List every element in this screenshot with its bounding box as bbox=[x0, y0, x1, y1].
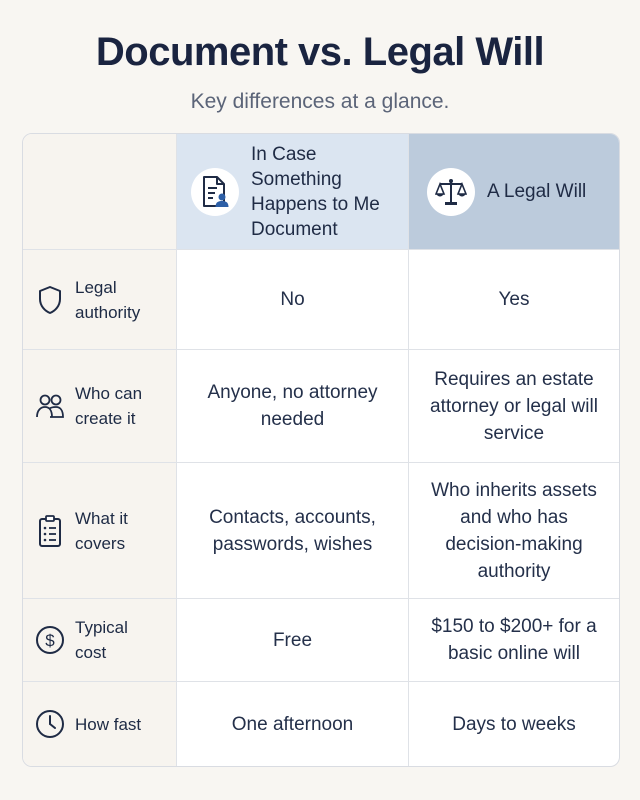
clock-icon bbox=[35, 709, 65, 739]
svg-text:$: $ bbox=[45, 631, 55, 650]
scales-icon bbox=[427, 168, 475, 216]
dollar-icon bbox=[35, 625, 65, 655]
column-header-will-label: A Legal Will bbox=[487, 181, 587, 202]
column-header-document bbox=[177, 134, 409, 250]
document-value-what-it-covers: Contacts, accounts, passwords, wishes bbox=[177, 463, 409, 599]
row-label-who-can-create bbox=[23, 350, 177, 463]
will-value-who-can-create: Requires an estate attorney or legal will service bbox=[409, 350, 619, 463]
will-value-how-fast: Days to weeks bbox=[452, 713, 576, 735]
row-label-text: Who can create it bbox=[75, 384, 143, 428]
will-value-what-it-covers: Who inherits assets and who has decision-making authority bbox=[409, 463, 619, 599]
people-icon bbox=[35, 391, 65, 421]
row-label-text: Typical cost bbox=[75, 618, 128, 662]
column-header-will bbox=[409, 134, 619, 250]
will-value-typical-cost: $150 to $200+ for a basic online will bbox=[409, 599, 619, 682]
page-title: Document vs. Legal Will bbox=[95, 30, 545, 74]
document-value-typical-cost: Free bbox=[177, 599, 409, 682]
page-subtitle: Key differences at a glance. bbox=[190, 90, 450, 113]
column-header-document-label: In Case Something Happens to Me Document bbox=[251, 143, 380, 240]
document-user-icon bbox=[191, 168, 239, 216]
will-value-legal-authority: Yes bbox=[409, 250, 619, 350]
clipboard-list-icon bbox=[35, 514, 65, 548]
row-label-typical-cost bbox=[23, 599, 177, 682]
comparison-table bbox=[22, 133, 620, 767]
row-label-legal-authority bbox=[23, 250, 177, 350]
row-label-what-it-covers bbox=[23, 463, 177, 599]
table-corner bbox=[23, 134, 177, 250]
shield-icon bbox=[35, 285, 65, 315]
document-value-legal-authority: No bbox=[177, 250, 409, 350]
row-label-text: How fast bbox=[75, 714, 142, 734]
row-label-how-fast bbox=[23, 682, 177, 766]
row-label-text: What it covers bbox=[75, 508, 128, 553]
document-value-who-can-create: Anyone, no attorney needed bbox=[177, 350, 409, 463]
document-value-how-fast: One afternoon bbox=[177, 682, 409, 766]
row-label-text: Legal authority bbox=[75, 277, 141, 322]
